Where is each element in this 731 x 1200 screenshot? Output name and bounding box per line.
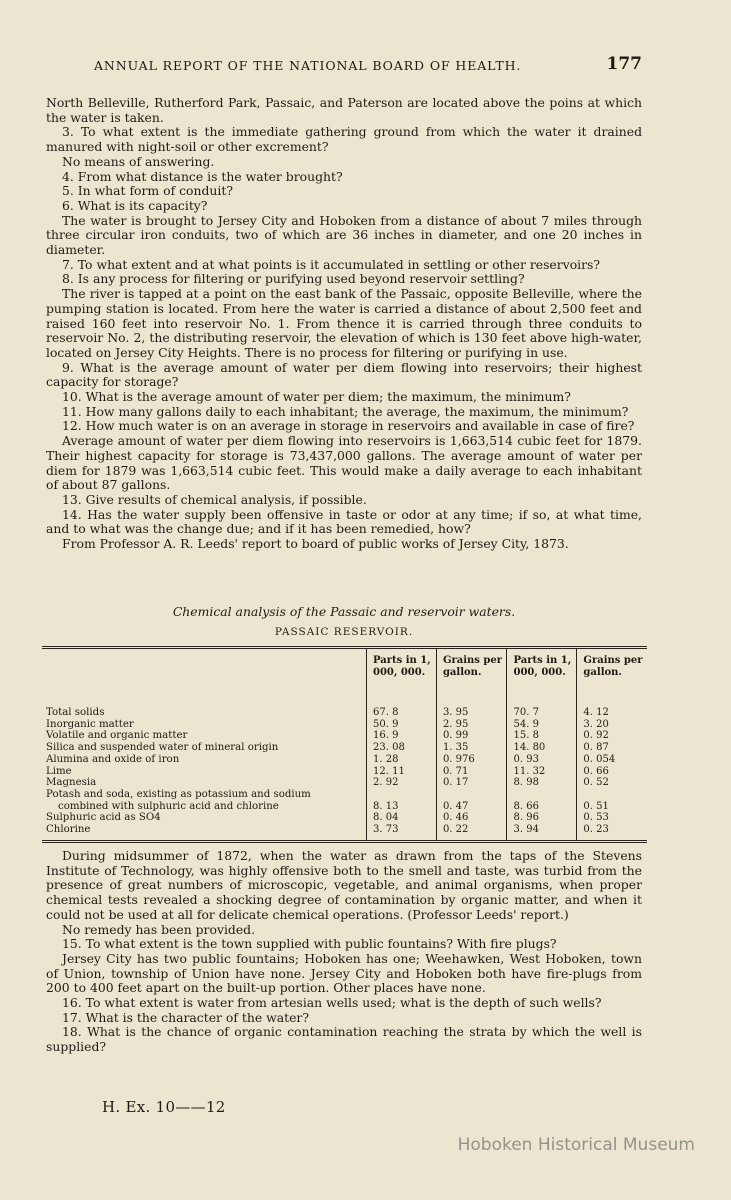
table-cell: 3. 94 — [507, 824, 577, 841]
paragraph: 16. To what extent is water from artesian wells used; what is the depth of such wells? — [62, 995, 602, 1011]
table-cell: 0. 47 — [436, 801, 507, 813]
row-label: Magnesia — [46, 777, 97, 789]
paragraph: 5. In what form of conduit? — [62, 183, 233, 199]
table-row — [42, 766, 647, 778]
paragraph: During midsummer of 1872, when the water as drawn from the taps of the Stevens Institute of Technology, was highly offensive both to the smell and taste, was turbid from the presence of great numbers of microscopic, vegetable, and animal organisms, when proper chemical tests revealed a shocking degree of contamination by organic matter, and when it could not be used at all for delicate chemical operations. (Professor Leeds' report.) — [46, 848, 642, 922]
table-row — [42, 801, 647, 813]
museum-watermark: Hoboken Historical Museum — [457, 1135, 695, 1155]
table-cell: 50. 9 — [367, 719, 437, 731]
table-cell: 12. 11 — [367, 766, 437, 778]
paragraph: No remedy has been provided. — [62, 921, 256, 937]
table-cell: 0. 87 — [577, 742, 647, 754]
page-number: 177 — [606, 54, 642, 74]
table-cell: 3. 73 — [367, 824, 437, 841]
paragraph: The river is tapped at a point on the east bank of the Passaic, opposite Belleville, where the pumping station is located. From here the water is carried a distance of about 2,500 feet and raised 160 feet into reservoir No. 1. From thence it is carried through three conduits to reservoir No. 2, the distributing reservoir, the elevation of which is 130 feet above high-water, located on Jersey City Heights. There is no process for filtering or purifying in use. — [46, 286, 642, 360]
table-cell: 0. 71 — [436, 766, 507, 778]
paragraph: 12. How much water is on an average in storage in reservoirs and available in case of fire? — [62, 418, 635, 434]
paragraph: 3. To what extent is the immediate gathering ground from which the water it drained manured with night-soil or other excrement? — [46, 124, 642, 155]
table-cell — [367, 789, 437, 801]
table-cell: 3. 95 — [436, 707, 507, 719]
table-cell: 1. 28 — [367, 754, 437, 766]
table-cell: 54. 9 — [507, 719, 577, 731]
column-header: Grains per gallon. — [436, 648, 507, 708]
table-cell: 0. 46 — [436, 812, 507, 824]
table-subtitle: PASSAIC RESERVOIR. — [274, 626, 414, 638]
paragraph: 15. To what extent is the town supplied with public fountains? With fire plugs? — [62, 936, 557, 952]
row-label: Total solids — [46, 707, 105, 718]
paragraph: 14. Has the water supply been offensive in taste or odor at any time; if so, at what time, and to what was the change due; and if it has been remedied, how? — [46, 506, 642, 537]
row-label: Chlorine — [46, 824, 91, 836]
paragraph: Average amount of water per diem flowing into reservoirs is 1,663,514 cubic feet for 1879. Their highest capacity for storage is 73,437,000 gallons. The average amount of water per diem for 1879 was 1,663,514 cubic feet. This would make a daily average to each inhabitant of about 87 gallons. — [46, 433, 642, 493]
table-cell: 8. 13 — [367, 801, 437, 813]
table-cell: 0. 22 — [436, 824, 507, 841]
header-title: ANNUAL REPORT OF THE NATIONAL BOARD OF HEALTH. — [94, 58, 522, 73]
column-header: Grains per gallon. — [577, 648, 647, 708]
row-label: Lime — [46, 765, 72, 777]
table-cell: 15. 8 — [507, 730, 577, 742]
paragraph: 17. What is the character of the water? — [62, 1009, 309, 1025]
body-text-top — [46, 96, 642, 552]
paragraph: The water is brought to Jersey City and Hoboken from a distance of about 7 miles through three circular iron conduits, two of which are 36 inches in diameter, and one 20 inches in diameter. — [46, 212, 642, 258]
chemical-analysis-table — [42, 646, 647, 843]
row-label: Potash and soda, existing as potassium and sodium — [46, 788, 311, 800]
row-label: Sulphuric acid as SO4 — [46, 812, 161, 824]
table-row — [42, 742, 647, 754]
paragraph: 6. What is its capacity? — [62, 197, 208, 213]
table-cell: 0. 92 — [577, 730, 647, 742]
paragraph: 13. Give results of chemical analysis, if possible. — [62, 491, 367, 507]
table-cell: 0. 23 — [577, 824, 647, 841]
table-cell: 0. 66 — [577, 766, 647, 778]
paragraph: 9. What is the average amount of water per diem flowing into reservoirs; their highest capacity for storage? — [46, 359, 642, 390]
table-row — [42, 719, 647, 731]
table-cell: 67. 8 — [367, 707, 437, 719]
table-cell: 0. 054 — [577, 754, 647, 766]
table-row — [42, 824, 647, 841]
table-cell: 2. 95 — [436, 719, 507, 731]
row-label: Volatile and organic matter — [46, 730, 188, 742]
paragraph: 11. How many gallons daily to each inhabitant; the average, the maximum, the minimum? — [62, 403, 629, 419]
paragraph: Jersey City has two public fountains; Hoboken has one; Weehawken, West Hoboken, town of Union, township of Union have none. Jersey City and Hoboken both have fire-plugs from 200 to 400 feet apart on the built-up portion. Other places have none. — [46, 950, 642, 996]
paragraph: 7. To what extent and at what points is it accumulated in settling or other reservoirs? — [62, 256, 601, 272]
table-cell: 0. 17 — [436, 777, 507, 789]
table-cell: 2. 92 — [367, 777, 437, 789]
table-row — [42, 789, 647, 801]
table-cell: 16. 9 — [367, 730, 437, 742]
paragraph: From Professor A. R. Leeds' report to board of public works of Jersey City, 1873. — [62, 536, 569, 552]
table-cell: 4. 12 — [577, 707, 647, 719]
table-cell: 8. 66 — [507, 801, 577, 813]
paragraph: 8. Is any process for filtering or purifying used beyond reservoir settling? — [62, 271, 525, 287]
table-row — [42, 707, 647, 719]
table-cell: 70. 7 — [507, 707, 577, 719]
column-header: Parts in 1, 000, 000. — [507, 648, 577, 708]
table-cell: 11. 32 — [507, 766, 577, 778]
paragraph: 10. What is the average amount of water per diem; the maximum, the minimum? — [62, 389, 571, 405]
table-cell: 0. 99 — [436, 730, 507, 742]
row-label: Silica and suspended water of mineral origin — [46, 742, 279, 754]
paragraph: North Belleville, Rutherford Park, Passaic, and Paterson are located above the poins at which the water is taken. — [46, 95, 642, 125]
table-cell: 0. 976 — [436, 754, 507, 766]
row-label: Inorganic matter — [46, 718, 134, 730]
paragraph: No means of answering. — [62, 153, 215, 169]
table-cell: 8. 98 — [507, 777, 577, 789]
table-row — [42, 812, 647, 824]
table-cell: 23. 08 — [367, 742, 437, 754]
table-caption: Chemical analysis of the Passaic and reservoir waters. — [172, 604, 516, 619]
table-header-row — [42, 648, 647, 708]
signature-footer: H. Ex. 10——12 — [102, 1098, 226, 1116]
column-header: Parts in 1, 000, 000. — [367, 648, 437, 708]
table-cell: 0. 52 — [577, 777, 647, 789]
body-text-bottom — [46, 849, 642, 1055]
paragraph: 18. What is the chance of organic contamination reaching the strata by which the well is supplied? — [46, 1024, 642, 1055]
table-cell: 3. 20 — [577, 719, 647, 731]
table-cell: 14. 80 — [507, 742, 577, 754]
running-header — [94, 54, 642, 74]
table-cell — [436, 789, 507, 801]
table-cell — [577, 789, 647, 801]
table-cell: 8. 04 — [367, 812, 437, 824]
header-blank — [42, 648, 367, 708]
table-row — [42, 777, 647, 789]
table-cell: 0. 93 — [507, 754, 577, 766]
table-cell — [507, 789, 577, 801]
table-row — [42, 730, 647, 742]
table-cell: 1. 35 — [436, 742, 507, 754]
table-row — [42, 754, 647, 766]
table-cell: 0. 53 — [577, 812, 647, 824]
table-cell: 0. 51 — [577, 801, 647, 813]
paragraph: 4. From what distance is the water brought? — [62, 168, 343, 184]
table-cell: 8. 96 — [507, 812, 577, 824]
row-label: Alumina and oxide of iron — [46, 753, 180, 765]
row-label: combined with sulphuric acid and chlorine — [58, 800, 279, 812]
